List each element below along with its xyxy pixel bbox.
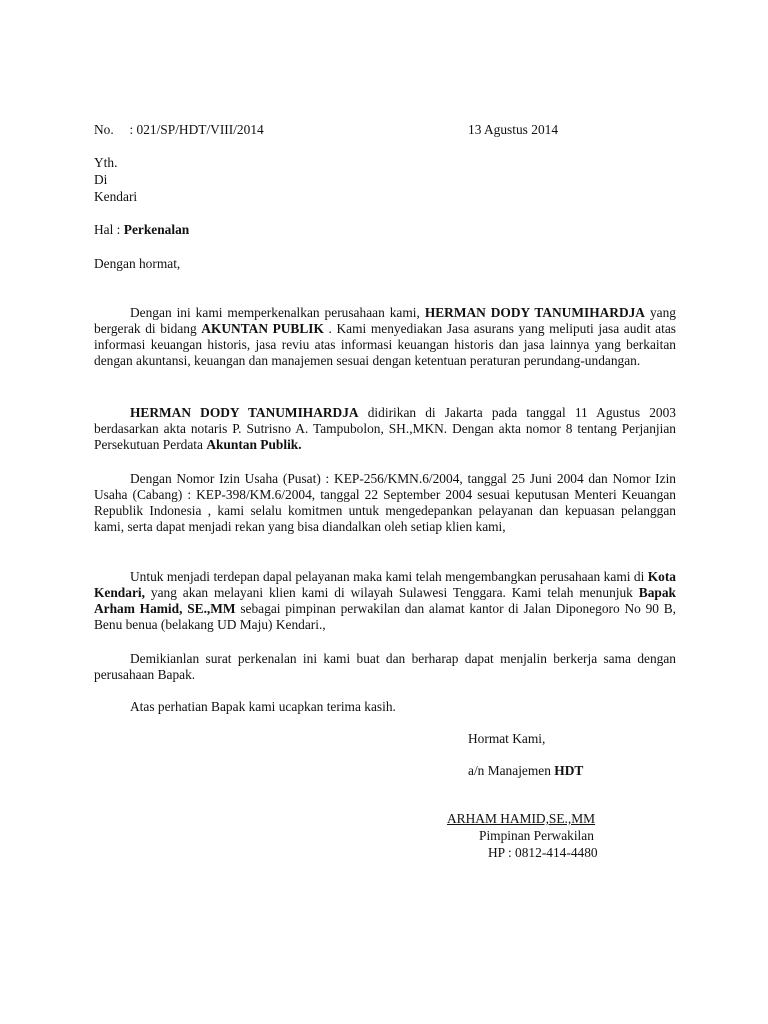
signer-name: ARHAM HAMID,SE.,MM [447, 811, 596, 826]
company-name: HERMAN DODY TANUMIHARDJA [424, 305, 645, 320]
paragraph-introduction: Dengan ini kami memperkenalkan perusahaan kami, HERMAN DODY TANUMIHARDJA yang bergerak di bidang AKUNTAN PUBLIK . Kami menyediakan Jasa asurans yang meliputi jasa audit atas informasi keuangan historis, jasa reviu atas informasi keuangan historis dan jasa lainnya yang berkaitan dengan akuntansi, keuangan dan manajemen sesuai dengan ketentuan peraturan perundang-undangan. [94, 305, 676, 368]
letter-number [94, 122, 264, 138]
subject-value: Perkenalan [123, 222, 190, 237]
letter-number-label: No. [94, 122, 114, 137]
letter-number-value: : 021/SP/HDT/VIII/2014 [129, 122, 264, 137]
letter-date: 13 Agustus 2014 [468, 122, 559, 137]
paragraph-branch: Untuk menjadi terdepan dapal pelayanan maka kami telah mengembangkan perusahaan kami di Kota Kendari, yang akan melayani klien kami di wilayah Sulawesi Tenggara. Kami telah menunjuk Bapak Arham Hamid, SE.,MM sebagai pimpinan perwakilan dan alamat kantor di Jalan Diponegoro No 90 B, Benu benua (belakang UD Maju) Kendari., [94, 569, 676, 632]
branch-city: Kota Kendari, [94, 569, 676, 600]
signer-phone: HP : 0812-414-4480 [488, 845, 598, 860]
business-field: AKUNTAN PUBLIK [201, 321, 324, 336]
paragraph-establishment: HERMAN DODY TANUMIHARDJA didirikan di Jakarta pada tanggal 11 Agustus 2003 berdasarkan akta notaris P. Sutrisno A. Tampubolon, SH.,MKN. Dengan akta nomor 8 tentang Perjanjian Persekutuan Perdata Akuntan Publik. [94, 405, 676, 452]
paragraph-closing: Demikianlan surat perkenalan ini kami buat dan berharap dapat menjalin berkerja sama dengan perusahaan Bapak. [94, 651, 676, 682]
closing-regards: Hormat Kami, [468, 731, 546, 746]
recipient-salutation: Yth. [94, 155, 118, 170]
company-name: HERMAN DODY TANUMIHARDJA [130, 405, 359, 420]
paragraph-license: Dengan Nomor Izin Usaha (Pusat) : KEP-256/KMN.6/2004, tanggal 25 Juni 2004 dan Nomor Izin Usaha (Cabang) : KEP-398/KM.6/2004, tanggal 22 September 2004 sesuai keputusan Menteri Keuangan Republik Indonesia , kami selalu komitmen untuk mengedepankan pelayanan dan kepuasan pelanggan kami, serta dapat menjadi rekan yang bisa diandalkan oleh setiap klien kami, [94, 471, 676, 534]
subject-label: Hal : [94, 222, 121, 237]
subject-line [94, 222, 189, 238]
signer-title: Pimpinan Perwakilan [479, 828, 594, 843]
closing-on-behalf: a/n Manajemen HDT [468, 763, 584, 778]
branch-head: Bapak Arham Hamid, SE.,MM [94, 585, 676, 616]
recipient-di: Di [94, 172, 108, 187]
recipient-city: Kendari [94, 189, 138, 204]
greeting: Dengan hormat, [94, 256, 181, 271]
paragraph-thanks: Atas perhatian Bapak kami ucapkan terima kasih. [130, 699, 396, 714]
closing-company: HDT [554, 763, 584, 778]
